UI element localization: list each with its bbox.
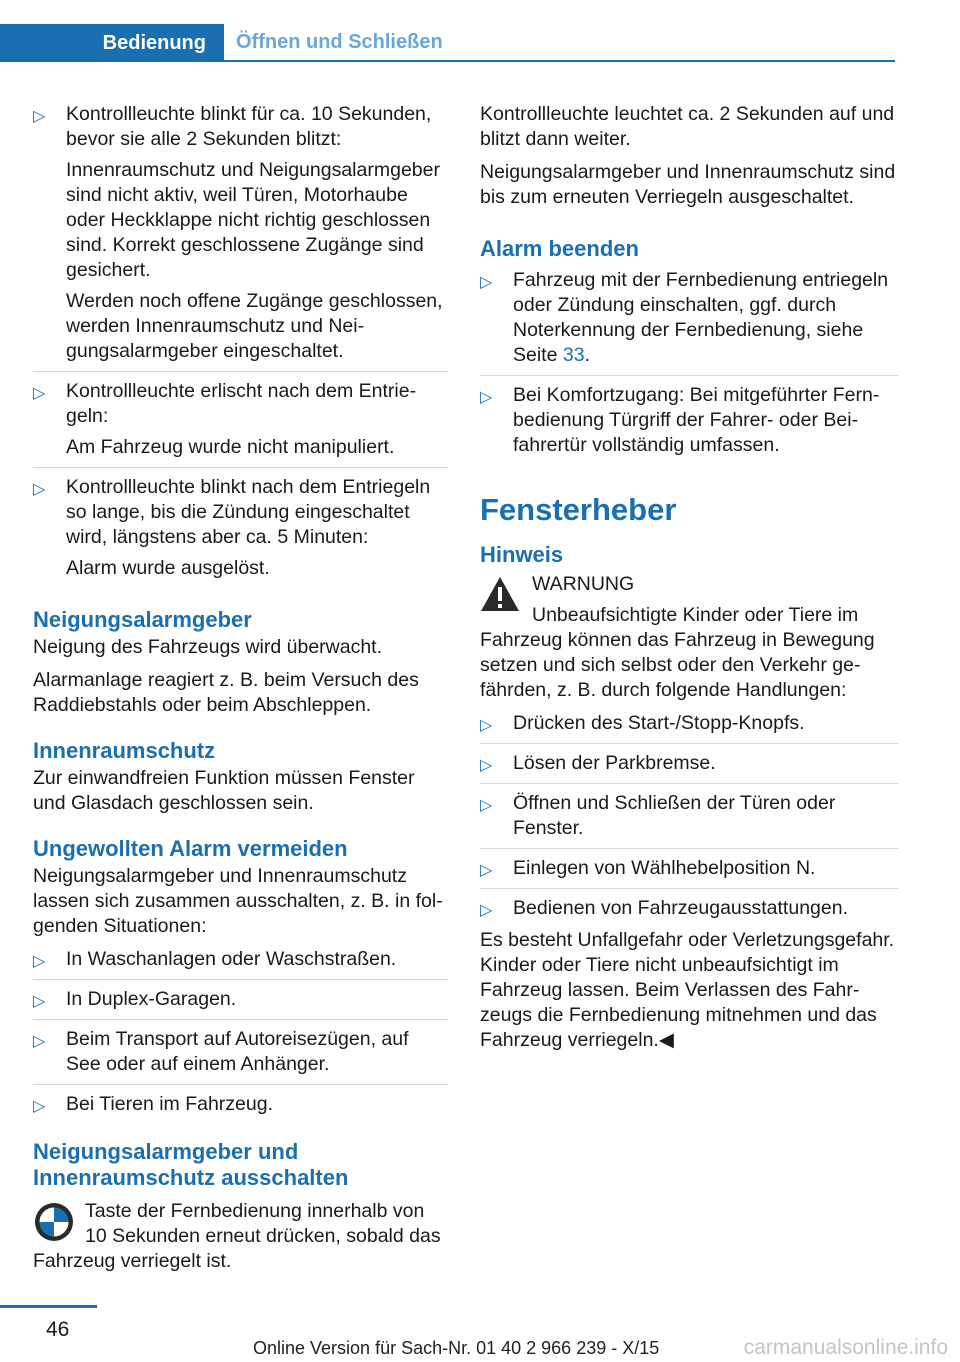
divider <box>480 743 898 744</box>
list-item <box>33 1092 448 1117</box>
list-item <box>480 711 898 736</box>
bullet-icon: ▷ <box>33 951 46 970</box>
bullet-text: Drücken des Start-/Stopp-Knopfs. <box>513 712 805 734</box>
page-link-33[interactable]: 33 <box>562 344 585 366</box>
bullet-icon: ▷ <box>480 900 493 919</box>
list-item <box>33 987 448 1012</box>
paragraph: Neigungsalarmgeber und Innenraumschutz lassen sich zusammen ausschalten, z. B. in folgenden Situationen: <box>33 865 443 937</box>
list-item <box>480 383 898 458</box>
divider <box>33 467 448 468</box>
bullet-icon: ▷ <box>480 387 493 406</box>
bmw-remote-key-icon <box>33 1201 75 1243</box>
left-column <box>33 102 448 1274</box>
paragraph: Neigung des Fahrzeugs wird überwacht. <box>33 636 383 658</box>
bullet-subtext: Werden noch offene Zugänge geschlossen, werden Innenraumschutz und Neigungsalarmgeber eingeschaltet. <box>66 290 443 362</box>
warning-text: Unbeaufsichtigte Kinder oder Tiere im Fahrzeug können das Fahrzeug in Bewegung setzen und sich selbst oder den Verkehr gefährden, z. B. durch folgende Handlungen: <box>480 604 875 701</box>
bullet-icon: ▷ <box>480 755 493 774</box>
warning-block <box>480 572 898 597</box>
bullet-text: Bei Tieren im Fahrzeug. <box>66 1093 274 1115</box>
divider <box>33 979 448 980</box>
heading-innenraumschutz: Innenraumschutz <box>33 738 216 763</box>
bullet-icon: ▷ <box>33 1031 46 1050</box>
tab-oeffnen-schliessen[interactable]: Öffnen und Schließen <box>236 30 443 53</box>
divider <box>480 888 898 889</box>
list-item <box>33 1027 448 1077</box>
list-item <box>33 947 448 972</box>
bullet-text: Kontrollleuchte blinkt für ca. 10 Sekunden, bevor sie alle 2 Sekunden blitzt: <box>66 103 432 150</box>
divider <box>480 783 898 784</box>
bullet-icon: ▷ <box>480 715 493 734</box>
bullet-icon: ▷ <box>33 1096 46 1115</box>
bullet-text: Einlegen von Wählhebelposition N. <box>513 857 816 879</box>
bullet-icon: ▷ <box>33 479 46 498</box>
list-item <box>33 475 448 581</box>
list-item <box>480 896 898 921</box>
bullet-text: Kontrollleuchte blinkt nach dem Entriegeln so lange, bis die Zündung eingeschaltet wird, längstens aber ca. 5 Minuten: <box>66 476 431 548</box>
bullet-text: Beim Transport auf Autoreisezügen, auf See oder auf einem Anhänger. <box>66 1028 409 1075</box>
header-rule <box>0 60 895 62</box>
heading-fensterheber: Fensterheber <box>480 492 677 527</box>
bullet-subtext: Innenraumschutz und Neigungsalarmgeber sind nicht aktiv, weil Türen, Motorhaube oder Heckklappe nicht richtig geschlossen sind. Korrekt geschlossene Zugänge sind gesichert. <box>66 159 440 281</box>
bullet-icon: ▷ <box>33 991 46 1010</box>
footer-rule <box>0 1305 97 1308</box>
heading-ungewollten-alarm: Ungewollten Alarm vermeiden <box>33 836 348 861</box>
heading-hinweis: Hinweis <box>480 542 564 567</box>
bullet-text: In Duplex-Garagen. <box>66 988 237 1010</box>
bullet-icon: ▷ <box>33 383 46 402</box>
paragraph: Taste der Fernbedienung innerhalb von 10 Sekunden erneut drücken, sobald das Fahrzeug verriegelt ist. <box>33 1200 441 1272</box>
bullet-text: Öffnen und Schließen der Türen oder Fenster. <box>513 792 836 839</box>
list-item <box>480 791 898 841</box>
divider <box>33 1019 448 1020</box>
heading-neigungsalarmgeber: Neigungsalarmgeber <box>33 607 252 632</box>
bullet-subtext: Alarm wurde ausgelöst. <box>66 557 270 579</box>
warning-triangle-icon <box>480 576 520 612</box>
bullet-text: Kontrollleuchte erlischt nach dem Entriegeln: <box>66 380 417 427</box>
paragraph: Kontrollleuchte leuchtet ca. 2 Sekunden auf und blitzt dann weiter. <box>480 103 895 150</box>
tab-bedienung[interactable]: Bedienung <box>0 24 224 62</box>
bullet-text: Lösen der Parkbremse. <box>513 752 716 774</box>
list-item <box>33 379 448 460</box>
warning-label: WARNUNG <box>532 573 635 595</box>
divider <box>480 375 898 376</box>
list-item <box>480 751 898 776</box>
heading-alarm-beenden: Alarm beenden <box>480 236 639 261</box>
bullet-icon: ▷ <box>480 860 493 879</box>
footer-online-version: Online Version für Sach-Nr. 01 40 2 966 239 - X/15 <box>253 1338 660 1358</box>
bullet-text: In Waschanlagen oder Waschstraßen. <box>66 948 397 970</box>
page-number: 46 <box>46 1318 70 1341</box>
heading-ausschalten: Neigungsalarmgeber und Innenraumschutz ausschalten <box>33 1139 349 1190</box>
list-item <box>33 102 448 364</box>
bullet-text: Bedienen von Fahrzeugausstattungen. <box>513 897 848 919</box>
bullet-text: Fahrzeug mit der Fernbedienung entriegeln oder Zündung einschalten, ggf. durch Noterkennung der Fernbedienung, siehe Seite 33. <box>513 269 889 366</box>
paragraph: Neigungsalarmgeber und Innenraumschutz sind bis zum erneuten Verriegeln ausgeschaltet. <box>480 161 896 208</box>
bullet-icon: ▷ <box>480 272 493 291</box>
paragraph: Alarmanlage reagiert z. B. beim Versuch des Raddiebstahls oder beim Abschleppen. <box>33 669 419 716</box>
divider <box>480 848 898 849</box>
bullet-icon: ▷ <box>33 106 46 125</box>
watermark: carmanualsonline.info <box>743 1336 948 1359</box>
divider <box>33 1084 448 1085</box>
bullet-subtext: Am Fahrzeug wurde nicht manipuliert. <box>66 436 395 458</box>
bullet-icon: ▷ <box>480 795 493 814</box>
paragraph: Zur einwandfreien Funktion müssen Fenster und Glasdach geschlossen sein. <box>33 767 415 814</box>
bullet-text: Bei Komfortzugang: Bei mitgeführter Fernbedienung Türgriff der Fahrer- oder Beifahrertür vollständig umfassen. <box>513 384 880 456</box>
paragraph: Es besteht Unfallgefahr oder Verletzungsgefahr. Kinder oder Tiere nicht unbeaufsichtigt im Fahrzeug lassen. Beim Verlassen des Fahrzeugs die Fernbedienung mitnehmen und das Fahrzeug verriegeln.◀ <box>480 929 895 1051</box>
divider <box>33 371 448 372</box>
list-item <box>480 856 898 881</box>
list-item <box>480 268 898 368</box>
right-column <box>480 102 898 1061</box>
keyfob-paragraph <box>33 1199 448 1274</box>
page-header <box>0 24 895 62</box>
